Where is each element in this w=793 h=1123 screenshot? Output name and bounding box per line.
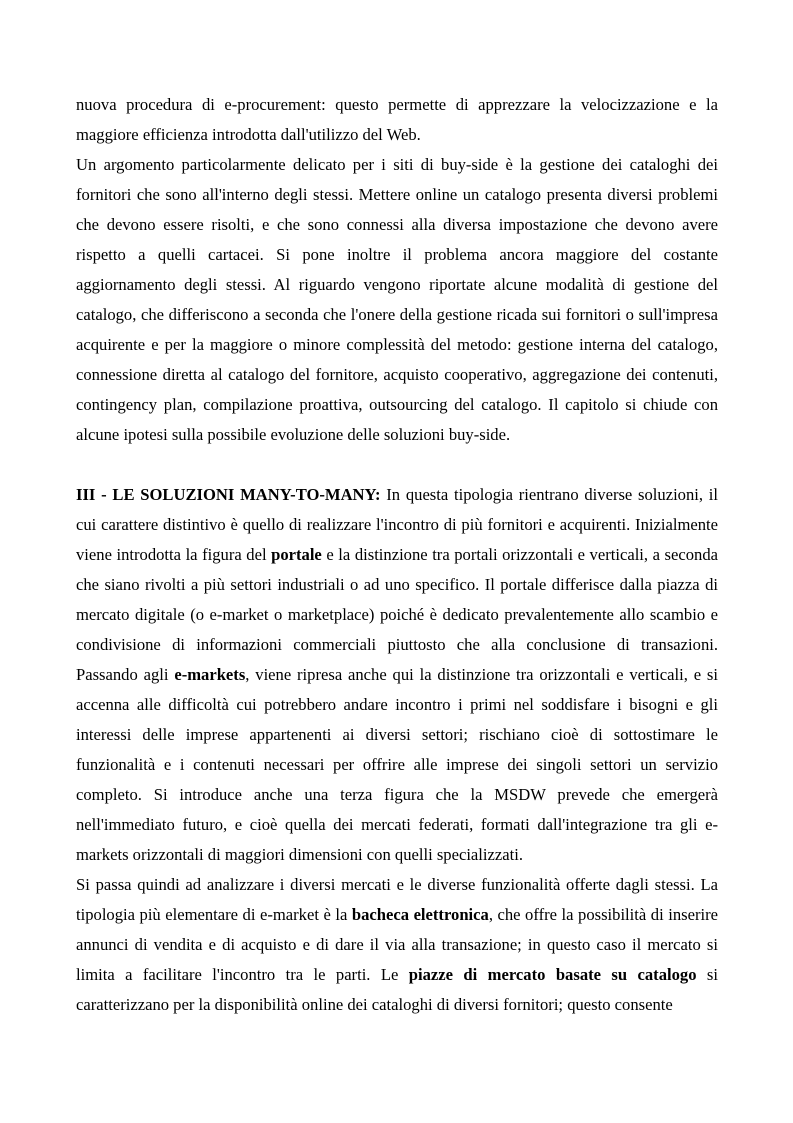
bold-term-bacheca: bacheca elettronica [351,905,489,924]
paragraph-text: nuova procedura di e-procurement: questo permette di apprezzare la velocizzazione e la maggiore efficienza introdotta dall'utilizzo del Web. [76,95,718,144]
paragraph-text: In questa tipologia rientrano diverse soluzioni, il cui carattere distintivo è quello di realizzare l'incontro di più fornitori e acquirenti. Inizialmente viene introdotta la figura del [76,485,718,564]
paragraph-market-types [76,870,718,1020]
paragraph-text: Un argomento particolarmente delicato per i siti di buy-side è la gestione dei cataloghi dei fornitori che sono all'interno degli stessi. Mettere online un catalogo presenta diversi problemi che devono essere risolti, e che sono connessi alla diversa impostazione che devono avere rispetto a quelli cartacei. Si pone inoltre il problema ancora maggiore del costante aggiornamento degli stessi. Al riguardo vengono riportate alcune modalità di gestione del catalogo, che differiscono a seconda che l'onere della gestione ricada sui fornitori o sull'impresa acquirente e per la maggiore o minore complessità del metodo: gestione interna del catalogo, connessione diretta al catalogo del fornitore, acquisto cooperativo, aggregazione dei contenuti, contingency plan, compilazione proattiva, outsourcing del catalogo. Il capitolo si chiude con alcune ipotesi sulla possibile evoluzione delle soluzioni buy-side. [76,155,718,444]
section-heading: III - LE SOLUZIONI MANY-TO-MANY: [76,485,381,504]
paragraph-text: Si passa quindi ad analizzare i diversi mercati e le diverse funzionalità offerte dagli stessi. La tipologia più elementare di e-market è la [76,875,718,924]
bold-term-portale: portale [271,545,322,564]
bold-term-emarkets: e-markets [174,665,246,684]
paragraph-eprocurement [76,90,718,150]
paragraph-text: e la distinzione tra portali orizzontali e verticali, a seconda che siano rivolti a più settori industriali o ad uno specifico. Il portale differisce dalla piazza di mercato digitale (o e-market o marketplace) poiché è dedicato prevalentemente allo scambio e condivisione di informazioni commerciali piuttosto che alla conclusione di transazioni. Passando agli [76,545,718,684]
paragraph-catalog-management [76,150,718,450]
paragraph-text: , viene ripresa anche qui la distinzione tra orizzontali e verticali, e si accenna alle difficoltà cui potrebbero andare incontro i primi nel soddisfare i bisogni e gli interessi delle imprese appartenenti ai diversi settori; rischiano cioè di sottostimare le funzionalità e i contenuti necessari per offrire alle imprese dei singoli settori un servizio completo. Si introduce anche una terza figura che la MSDW prevede che emergerà nell'immediato futuro, e cioè quella dei mercati federati, formati dall'integrazione tra gli e-markets orizzontali di maggiori dimensioni con quelli specializzati. [76,665,718,864]
paragraph-many-to-many [76,480,718,870]
body-text [76,90,718,1020]
paragraph-text: , che offre la possibilità di inserire annunci di vendita e di acquisto e di dare il via alla transazione; in questo caso il mercato si limita a facilitare l'incontro tra le parti. Le [76,905,718,984]
paragraph-text: si caratterizzano per la disponibilità online dei cataloghi di diversi fornitori; questo consente [76,965,718,1014]
bold-term-piazze-catalogo: piazze di mercato basate su catalogo [408,965,697,984]
